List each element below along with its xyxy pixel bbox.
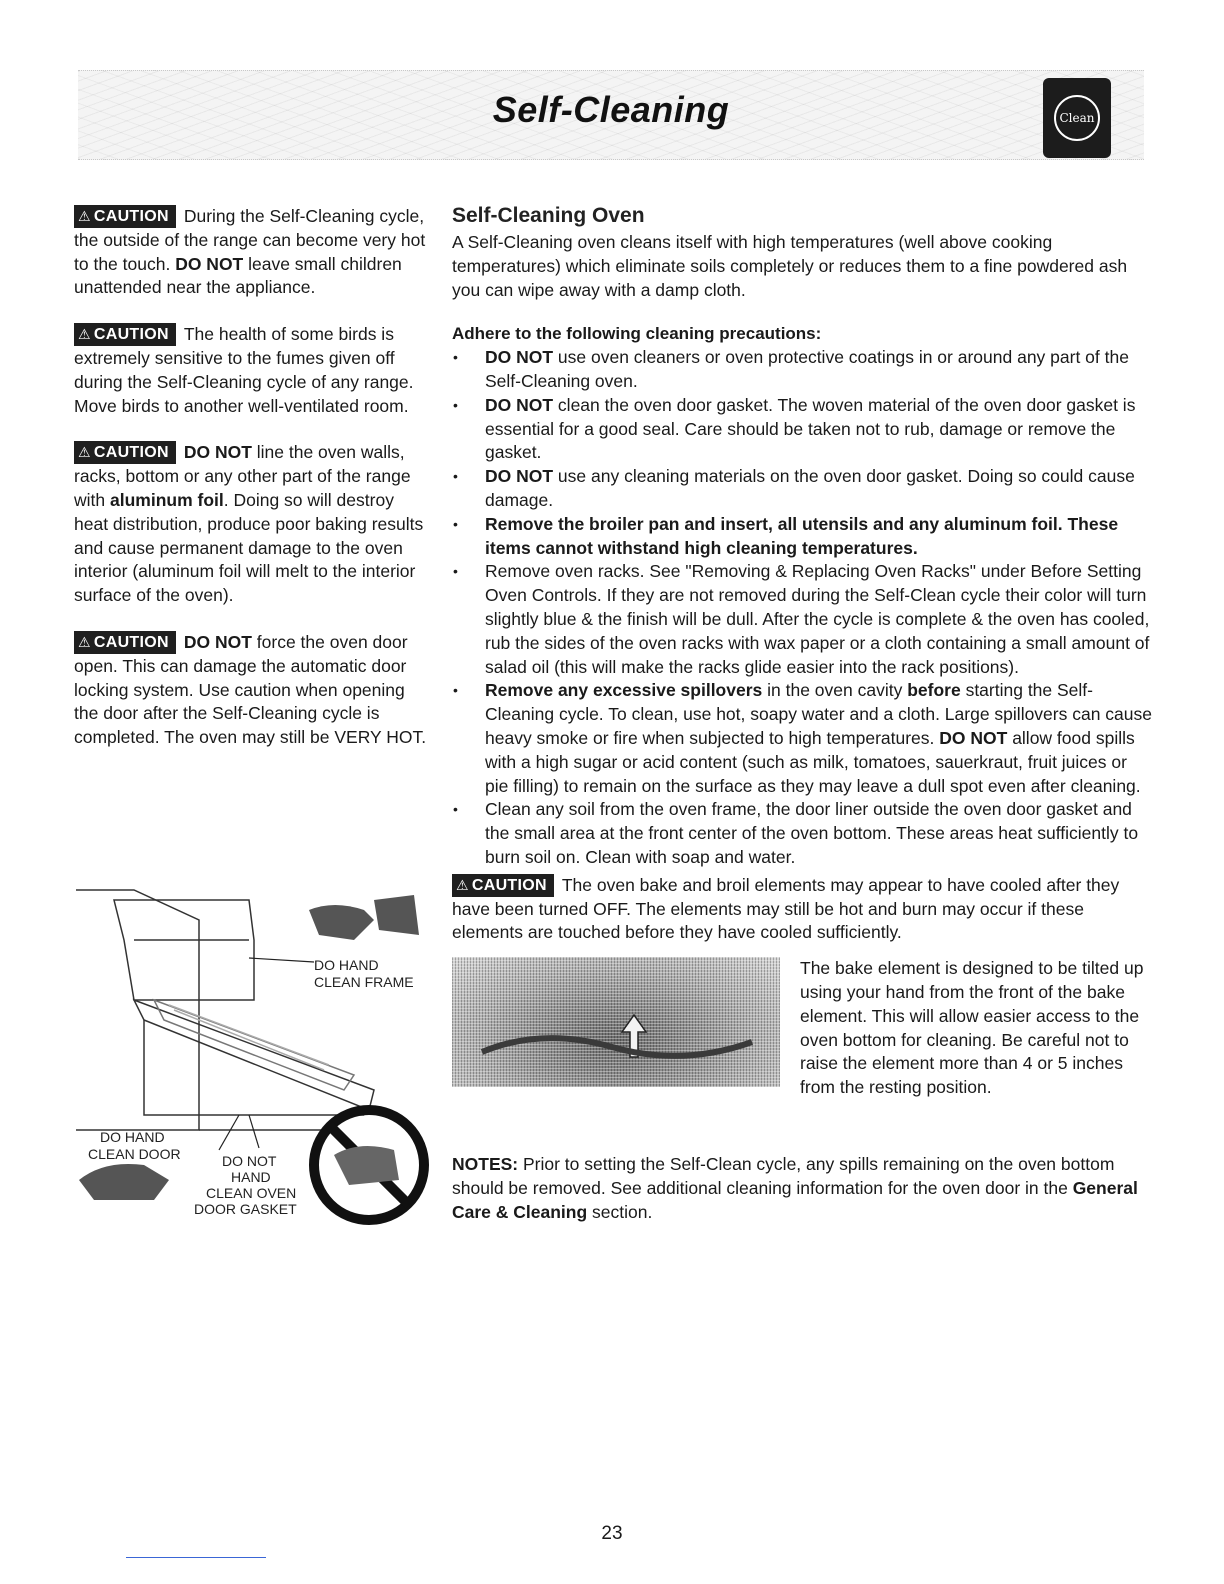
label-gasket-4: DOOR GASKET bbox=[194, 1201, 297, 1217]
caution-badge: ⚠ CAUTION bbox=[452, 874, 554, 897]
clean-badge-icon bbox=[1043, 78, 1111, 158]
label-gasket-3: CLEAN OVEN bbox=[206, 1185, 297, 1201]
list-item: • Remove the broiler pan and insert, all utensils and any aluminum foil. These items cannot withstand high cleaning temperatures. bbox=[452, 513, 1152, 561]
list-item: • DO NOT use oven cleaners or oven protective coatings in or around any part of the Self-Cleaning oven. bbox=[452, 346, 1152, 394]
arrow-up-icon bbox=[452, 957, 780, 1087]
caution-birds: ⚠ CAUTION The health of some birds is extremely sensitive to the fumes given off during the Self-Cleaning cycle of any range. Move birds to another well-ventilated room. bbox=[74, 324, 414, 416]
list-item: • DO NOT use any cleaning materials on the oven door gasket. Doing so could cause damage. bbox=[452, 465, 1152, 513]
label-frame-2: CLEAN FRAME bbox=[314, 974, 414, 990]
label-gasket-2: HAND bbox=[231, 1169, 271, 1185]
label-gasket-1: DO NOT bbox=[222, 1153, 277, 1169]
warning-icon: ⚠ bbox=[78, 208, 91, 224]
caution-force-door: ⚠ CAUTION DO NOT force the oven door open. This can damage the automatic door locking system. Use caution when opening the door after the Self-Cleaning cycle is completed. The oven may still be VERY HOT. bbox=[74, 631, 427, 748]
notes-paragraph: NOTES: Prior to setting the Self-Clean cycle, any spills remaining on the oven bottom should be removed. See additional cleaning information for the oven door in the General Care & Cleaning section. bbox=[452, 1154, 1138, 1222]
caution-badge: ⚠ CAUTION bbox=[74, 441, 176, 464]
list-item: • Remove any excessive spillovers in the oven cavity before starting the Self-Cleaning cycle. To clean, use hot, soapy water and a cloth. Large spillovers can cause heavy smoke or fire when subjected to high temperatures. DO NOT allow food spills with a high sugar or acid content (such as milk, tomatoes, sauerkraut, fruit juices or pie filling) to remain on the surface as they may leave a dull spot even after cleaning. bbox=[452, 679, 1152, 798]
oven-door-illustration bbox=[74, 880, 434, 1230]
label-door-2: CLEAN DOOR bbox=[88, 1146, 181, 1162]
warning-icon: ⚠ bbox=[456, 876, 469, 893]
caution-badge: ⚠ CAUTION bbox=[74, 323, 176, 346]
page-number: 23 bbox=[601, 1523, 623, 1544]
left-column bbox=[74, 205, 432, 773]
warning-icon: ⚠ bbox=[78, 326, 91, 343]
intro-paragraph: A Self-Cleaning oven cleans itself with high temperatures (well above cooking temperatures) which eliminate soils completely or reduces them to a fine powdered ash you can wipe away with a damp cloth. bbox=[452, 232, 1128, 300]
caution-bake-elements: ⚠ CAUTION The oven bake and broil elements may appear to have cooled after they have been turned OFF. The elements may still be hot and burn may occur if these elements are touched before they have cooled sufficiently. bbox=[452, 874, 1120, 943]
label-frame-1: DO HAND bbox=[314, 957, 379, 973]
bake-element-section bbox=[452, 957, 1152, 1143]
caution-badge: ⚠ CAUTION bbox=[74, 631, 176, 654]
section-heading: Self-Cleaning Oven bbox=[452, 204, 645, 227]
warning-icon: ⚠ bbox=[78, 444, 91, 461]
list-item: • Clean any soil from the oven frame, the door liner outside the oven door gasket and the small area at the front center of the oven bottom. These areas heat sufficiently to burn soil on. Clean with soap and water. bbox=[452, 798, 1152, 869]
caution-aluminum-foil: ⚠ CAUTION DO NOT line the oven walls, racks, bottom or any other part of the range with aluminum foil. Doing so will destroy heat distribution, produce poor baking results and cause permanent damage to the oven interior (aluminum foil will melt to the interior surface of the oven). bbox=[74, 442, 424, 606]
list-item: • DO NOT clean the oven door gasket. The woven material of the oven door gasket is essential for a good seal. Care should be taken not to rub, damage or remove the gasket. bbox=[452, 394, 1152, 465]
right-column bbox=[452, 203, 1152, 1225]
caution-hot-exterior: ⚠ CAUTION During the Self-Cleaning cycle, the outside of the range can become very hot to the touch. DO NOT leave small children unattended near the appliance. bbox=[74, 206, 426, 298]
bake-element-photo bbox=[452, 957, 780, 1087]
caution-badge: ⚠ CAUTION bbox=[74, 205, 176, 228]
header-banner bbox=[78, 70, 1144, 160]
clean-badge-label: Clean bbox=[1054, 95, 1100, 141]
bake-element-caption: The bake element is designed to be tilted up using your hand from the front of the bake element. This will allow easier access to the oven bottom for cleaning. Be careful not to raise the element more than 4 or 5 inches from the resting position. bbox=[800, 958, 1144, 1098]
precautions-heading: Adhere to the following cleaning precautions: bbox=[452, 324, 822, 344]
oven-diagram bbox=[74, 880, 434, 1230]
warning-icon: ⚠ bbox=[78, 633, 91, 650]
page-title: Self-Cleaning bbox=[492, 89, 730, 130]
list-item: • Remove oven racks. See "Removing & Replacing Oven Racks" under Before Setting Oven Controls. If they are not removed during the Self-Clean cycle their color will turn slightly blue & the finish will be dull. After the cycle is complete & the oven has cooled, rub the sides of the oven racks with wax paper or a cloth containing a small amount of salad oil (this will make the racks glide easier into the rack positions). bbox=[452, 560, 1152, 679]
footer-divider bbox=[126, 1557, 266, 1558]
precautions-list bbox=[452, 346, 1152, 870]
label-door-1: DO HAND bbox=[100, 1129, 165, 1145]
